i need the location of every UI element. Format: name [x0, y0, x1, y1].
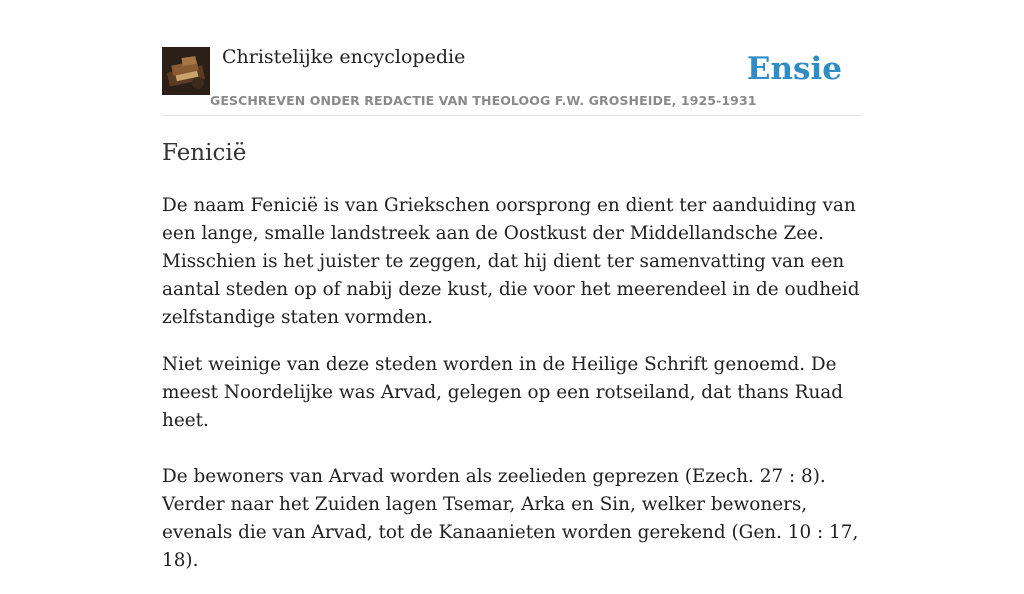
entry-paragraph: Niet weinige van deze steden worden in de Heilige Schrift genoemd. De meest Noordelijke was Arvad, gelegen op een rotseiland, dat thans Ruad heet.	[162, 354, 844, 431]
book-subtitle: GESCHREVEN ONDER REDACTIE VAN THEOLOOG F.W. GROSHEIDE, 1925-1931	[210, 93, 757, 108]
entry-title: Fenicië	[162, 140, 247, 166]
entry-paragraph: De naam Fenicië is van Griekschen oorsprong en dient ter aanduiding van een lange, smalle landstreek aan de Oostkust der Middellandsche Zee. Misschien is het juister te zeggen, dat hij dient ter samenvatting van een aantal steden op of nabij deze kust, die voor het meerendeel in de oudheid zelfstandige staten vormden.	[162, 195, 860, 328]
entry-body	[162, 192, 862, 594]
entry-paragraph: De bewoners van Arvad worden als zeelieden geprezen (Ezech. 27 : 8). Verder naar het Zuiden lagen Tsemar, Arka en Sin, welker bewoners, evenals die van Arvad, tot de Kanaanieten worden gerekend (Gen. 10 : 17, 18).	[162, 466, 859, 571]
ensie-logo-link[interactable]: Ensie	[746, 51, 842, 87]
book-cover-avatar-icon[interactable]	[162, 47, 210, 95]
book-title[interactable]: Christelijke encyclopedie	[222, 46, 466, 68]
site-header	[162, 46, 862, 116]
